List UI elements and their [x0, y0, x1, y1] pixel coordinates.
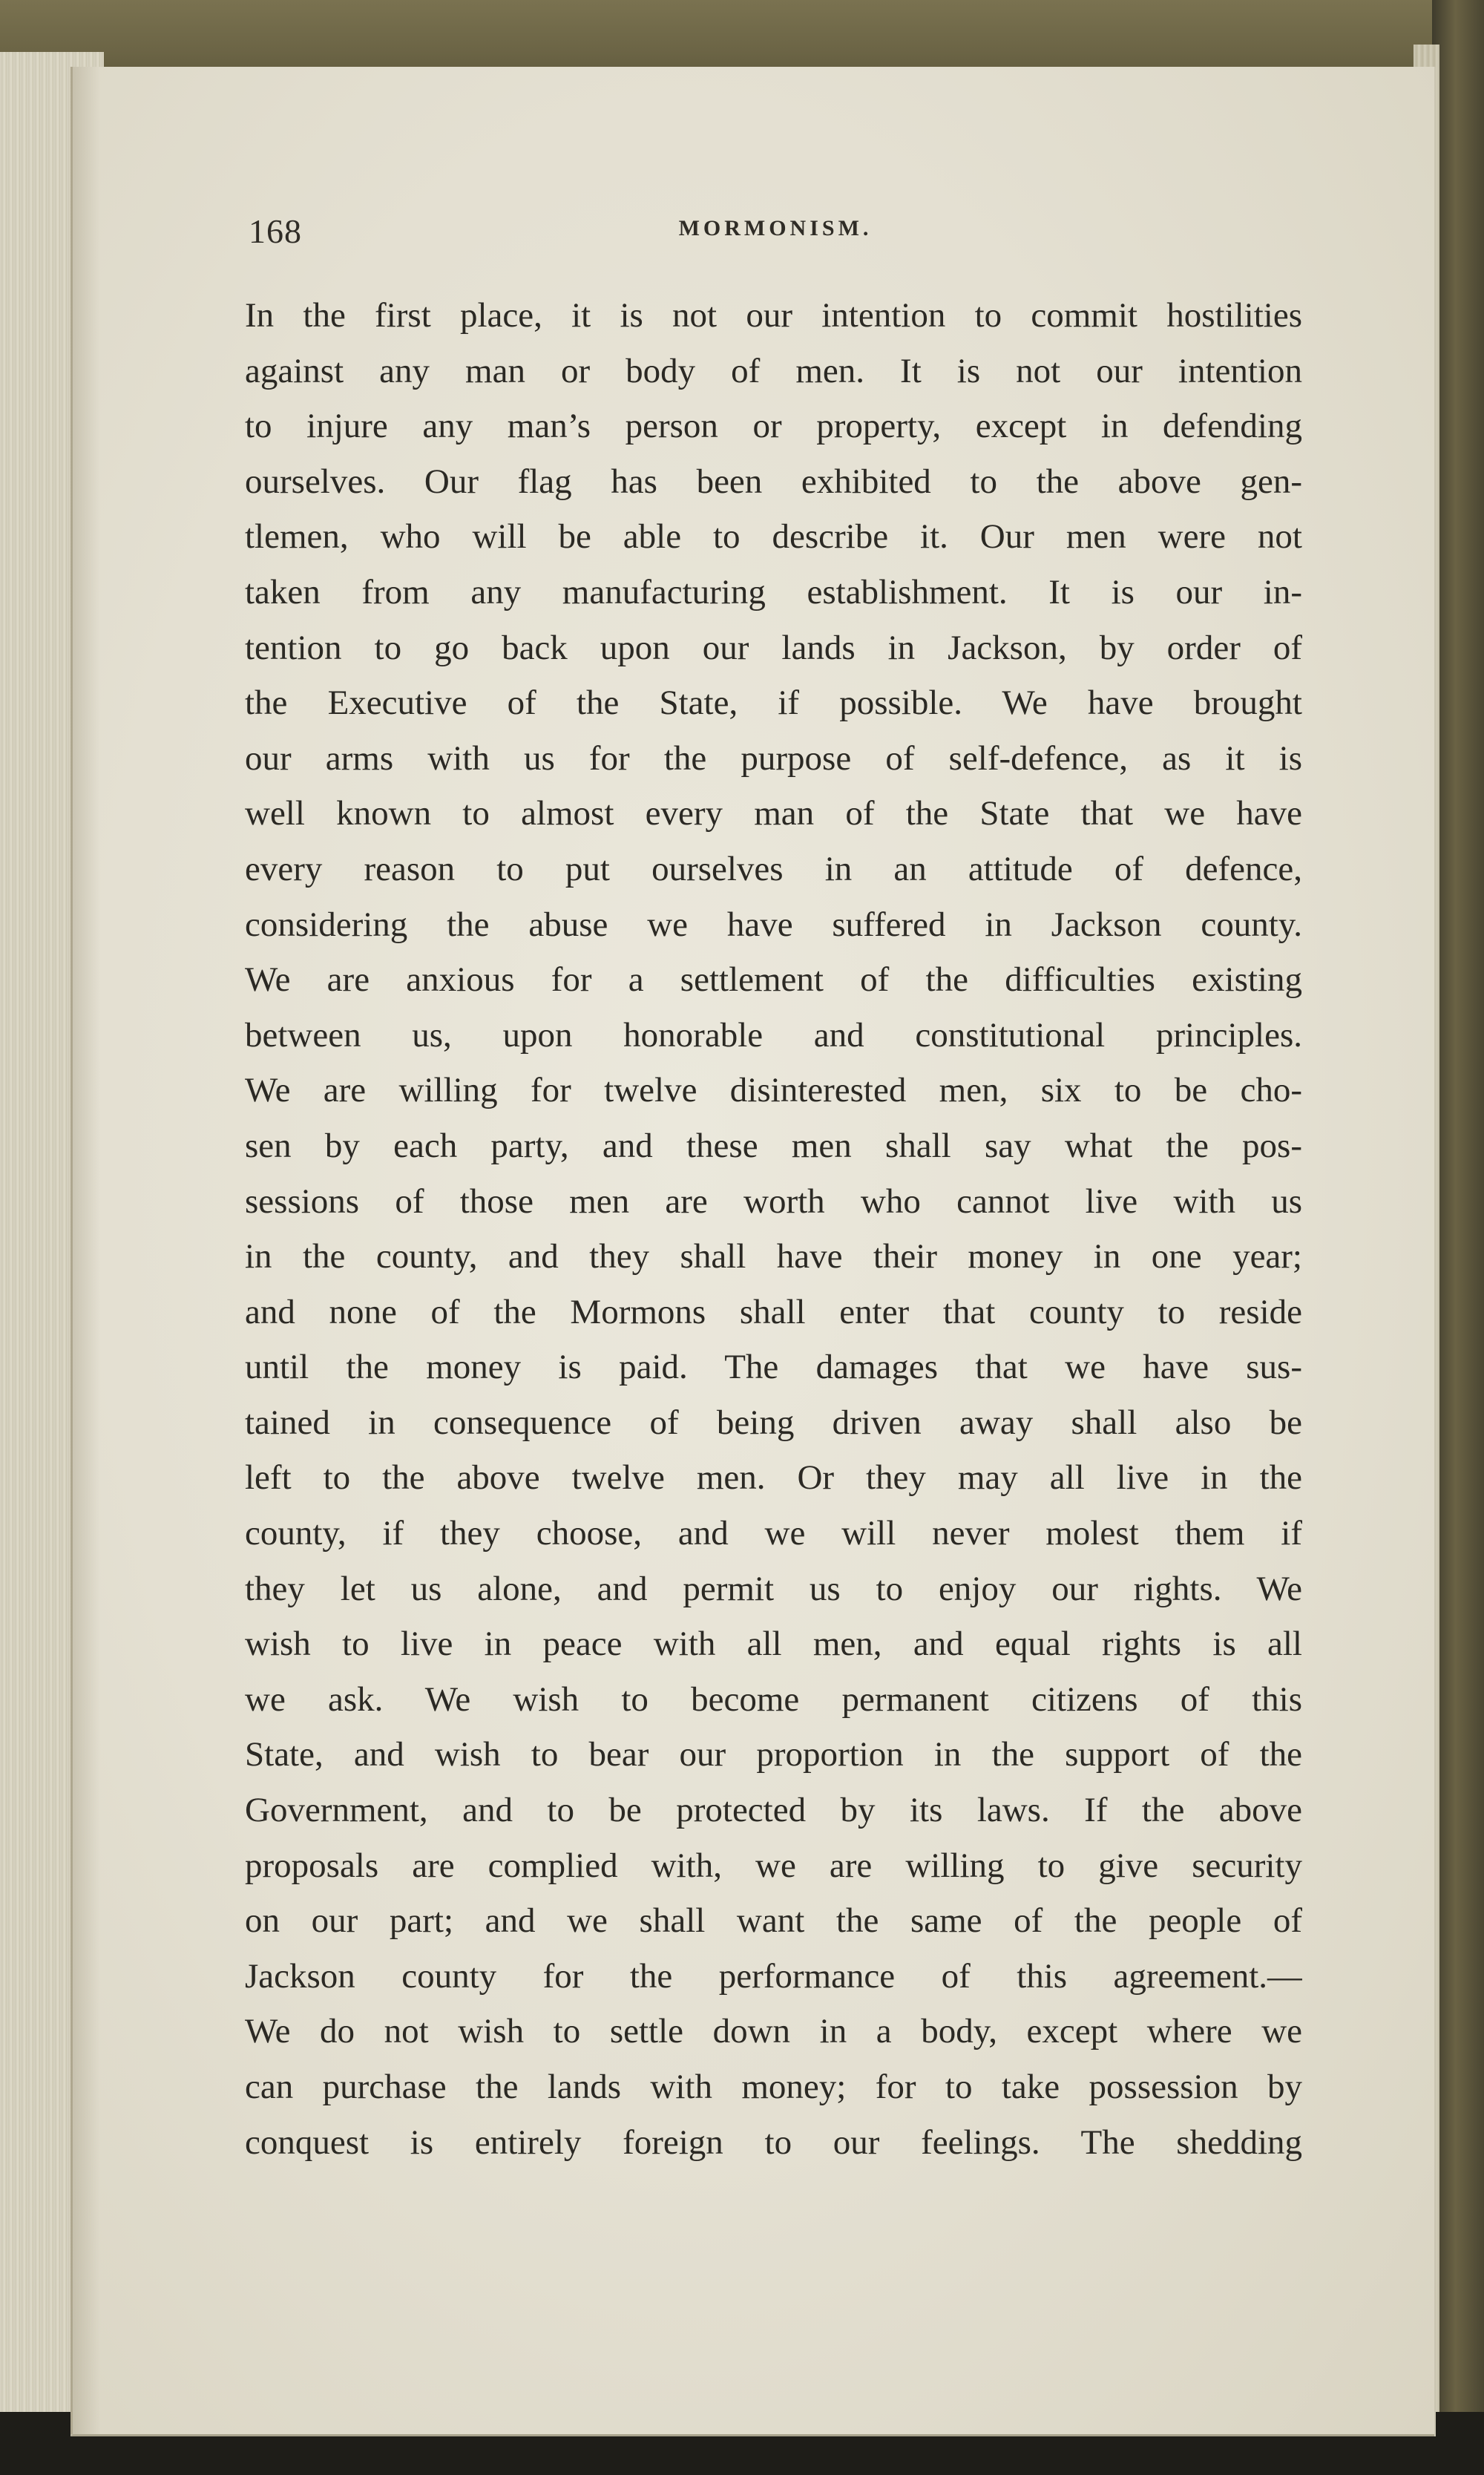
text-line: Government, and to be protected by its laws. If the above [245, 1791, 1302, 1830]
text-line: sen by each party, and these men shall say what the pos- [245, 1126, 1302, 1165]
text-line: left to the above twelve men. Or they may all live in the [245, 1458, 1302, 1498]
text-line: tention to go back upon our lands in Jackson, by order of [245, 628, 1302, 667]
running-head: MORMONISM. [678, 216, 873, 240]
text-line: well known to almost every man of the State that we have [245, 794, 1302, 833]
text-line: conquest is entirely foreign to our feelings. The shedding [245, 2122, 1302, 2162]
text-line: every reason to put ourselves in an attitude of defence, [245, 849, 1302, 888]
page-header [249, 212, 1302, 256]
body-text [245, 288, 1302, 2170]
text-line: until the money is paid. The damages that we have sus- [245, 1348, 1302, 1387]
text-line: Jackson county for the performance of this agreement.— [245, 1956, 1302, 1996]
text-line: the Executive of the State, if possible. We have brought [245, 684, 1302, 723]
text-line: We do not wish to settle down in a body, except where we [245, 2012, 1302, 2051]
text-line: considering the abuse we have suffered in Jackson county. [245, 905, 1302, 944]
text-line: We are anxious for a settlement of the difficulties existing [245, 960, 1302, 1000]
text-line: we ask. We wish to become permanent citizens of this [245, 1679, 1302, 1719]
text-line: tained in consequence of being driven away shall also be [245, 1403, 1302, 1442]
text-line: they let us alone, and permit us to enjoy our rights. We [245, 1569, 1302, 1608]
page-number: 168 [249, 212, 302, 250]
text-line: In the first place, it is not our intention to commit hostilities [245, 296, 1302, 335]
text-line: between us, upon honorable and constitutional principles. [245, 1015, 1302, 1055]
text-line: We are willing for twelve disinterested men, six to be cho- [245, 1071, 1302, 1110]
text-line: ourselves. Our flag has been exhibited to the above gen- [245, 462, 1302, 501]
text-line: in the county, and they shall have their money in one year; [245, 1237, 1302, 1276]
text-line: against any man or body of men. It is not our intention [245, 351, 1302, 390]
text-line: and none of the Mormons shall enter that county to reside [245, 1292, 1302, 1331]
text-line: to injure any man’s person or property, except in defending [245, 407, 1302, 446]
gutter-shadow [70, 67, 100, 2434]
text-line: tlemen, who will be able to describe it. Our men were not [245, 517, 1302, 557]
text-line: State, and wish to bear our proportion in the support of the [245, 1735, 1302, 1774]
book-fore-edge [1432, 0, 1484, 2475]
text-line: wish to live in peace with all men, and equal rights is all [245, 1625, 1302, 1664]
text-line: proposals are complied with, we are willing to give security [245, 1846, 1302, 1885]
text-line: can purchase the lands with money; for to take possession by [245, 2068, 1302, 2106]
text-line: our arms with us for the purpose of self-defence, as it is [245, 738, 1302, 778]
text-line: county, if they choose, and we will never molest them if [245, 1514, 1302, 1553]
text-line: sessions of those men are worth who cannot live with us [245, 1181, 1302, 1221]
text-line: on our part; and we shall want the same of the people of [245, 1901, 1302, 1941]
text-line: taken from any manufacturing establishment. It is our in- [245, 572, 1302, 612]
